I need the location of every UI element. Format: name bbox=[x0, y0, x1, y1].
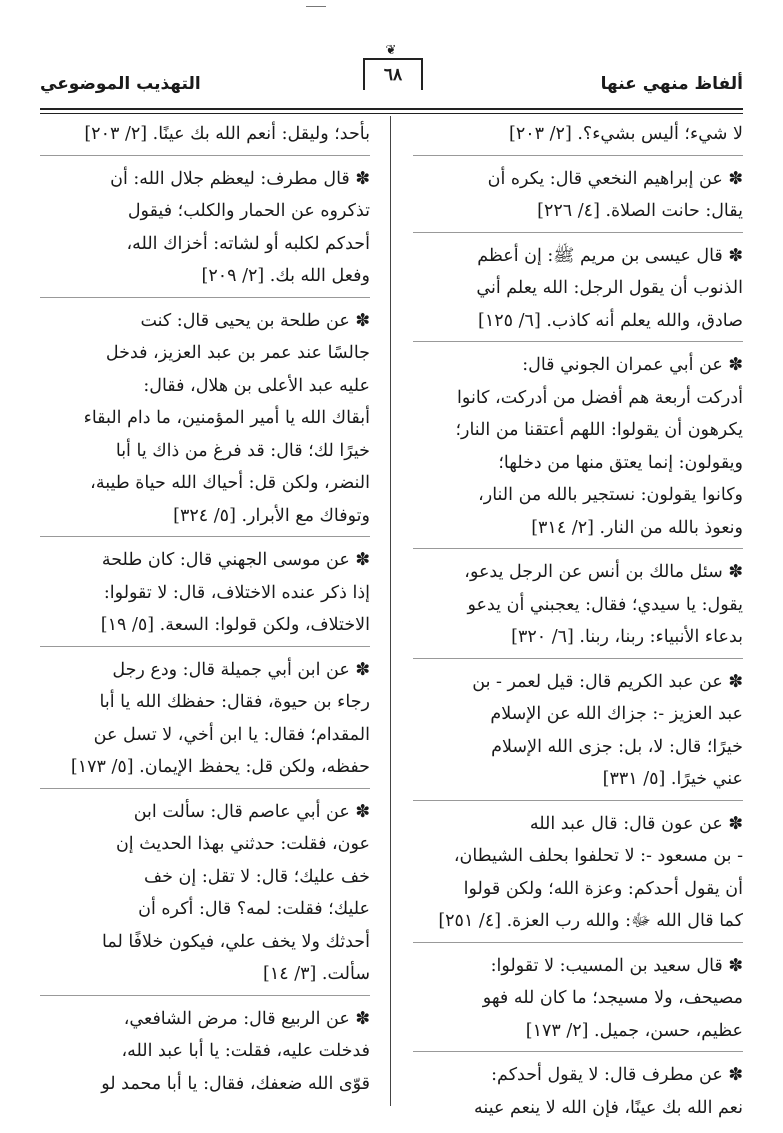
text-line: سألت. [٣/ ١٤] bbox=[263, 964, 370, 984]
text-line: الاختلاف، ولكن قولوا: السعة. [٥/ ١٩] bbox=[100, 615, 370, 635]
text-line: بدعاء الأنبياء: ربنا، ربنا. [٦/ ٣٢٠] bbox=[511, 627, 743, 647]
text-line: وفعل الله بك. [٢/ ٢٠٩] bbox=[201, 266, 370, 286]
text-line: قوّى الله ضعفك، فقال: يا أبا محمد لو bbox=[101, 1073, 370, 1094]
narration-entry bbox=[413, 1057, 743, 1128]
text-line: عليه عبد الأعلى بن هلال، فقال: bbox=[143, 375, 370, 396]
text-line: ✽ عن ابن أبي جميلة قال: ودع رجل bbox=[112, 659, 370, 680]
text-line: ✽ سئل مالك بن أنس عن الرجل يدعو، bbox=[464, 562, 743, 582]
text-line: خف عليك؛ قال: لا تقل: إن خف bbox=[144, 866, 370, 887]
text-line: خيرًا لك؛ قال: قد فرغ من ذاك يا أبا bbox=[115, 440, 370, 461]
narration-entry bbox=[413, 161, 743, 233]
text-line: الذنوب أن يقول الرجل: الله يعلم أني bbox=[476, 278, 743, 298]
text-line: جالسًا عند عمر بن عبد العزيز، فدخل bbox=[105, 343, 370, 363]
narration-entry bbox=[40, 116, 370, 156]
text-line: أبقاك الله يا أمير المؤمنين، ما دام البقاء bbox=[83, 408, 370, 428]
header-rule bbox=[40, 108, 743, 110]
narration-entry bbox=[40, 652, 370, 789]
text-line: - بن مسعود -: لا تحلفوا بحلف الشيطان، bbox=[453, 846, 743, 866]
text-line: فدخلت عليه، فقلت: يا أبا عبد الله، bbox=[121, 1041, 370, 1061]
text-line: وكانوا يقولون: نستجير بالله من النار، bbox=[478, 485, 743, 505]
right-column bbox=[413, 116, 743, 1133]
text-line: ✽ عن أبي عاصم قال: سألت ابن bbox=[133, 801, 370, 822]
narration-entry bbox=[413, 238, 743, 343]
text-line: أن يقول أحدكم: وعزة الله؛ ولكن قولوا bbox=[463, 878, 743, 899]
text-line: عظيم، حسن، جميل. [٢/ ١٧٣] bbox=[525, 1020, 743, 1041]
text-line: النضر، ولكن قل: أحياك الله حياة طيبة، bbox=[90, 473, 370, 493]
narration-entry bbox=[413, 806, 743, 943]
text-line: عون، فقلت: حدثني بهذا الحديث إن bbox=[115, 834, 370, 854]
text-line: ✽ عن مطرف قال: لا يقول أحدكم: bbox=[491, 1065, 743, 1085]
text-line: ✽ قال مطرف: ليعظم جلال الله: أن bbox=[110, 168, 370, 189]
narration-entry bbox=[413, 554, 743, 659]
text-line: حفظه، ولكن قل: يحفظ الإيمان. [٥/ ١٧٣] bbox=[70, 757, 370, 777]
page-header bbox=[40, 43, 743, 110]
text-columns bbox=[40, 116, 743, 1116]
text-line: لا شيء؛ أليس بشيء؟. [٢/ ٢٠٣] bbox=[509, 124, 743, 144]
text-line: ✽ عن عون قال: قال عبد الله bbox=[529, 813, 743, 834]
narration-entry bbox=[413, 664, 743, 801]
text-line: تذكروه عن الحمار والكلب؛ فيقول bbox=[127, 201, 370, 221]
text-line: عبد العزيز -: جزاك الله عن الإسلام bbox=[490, 704, 743, 724]
text-line: يقال: حانت الصلاة. [٤/ ٢٢٦] bbox=[537, 201, 743, 221]
text-line: رجاء بن حيوة، فقال: حفظك الله يا أبا bbox=[99, 692, 370, 712]
left-column bbox=[40, 116, 370, 1109]
text-line: ونعوذ بالله من النار. [٢/ ٣١٤] bbox=[531, 517, 743, 538]
text-line: ✽ عن عبد الكريم قال: قيل لعمر - بن bbox=[472, 671, 743, 692]
text-line: ✽ عن إبراهيم النخعي قال: يكره أن bbox=[487, 168, 743, 189]
text-line: ✽ عن الربيع قال: مرض الشافعي، bbox=[123, 1008, 370, 1029]
narration-entry bbox=[40, 542, 370, 647]
text-line: عني خيرًا. [٥/ ٣٣١] bbox=[602, 769, 743, 789]
text-line: ✽ قال سعيد بن المسيب: لا تقولوا: bbox=[490, 955, 743, 976]
text-line: وتوفاك مع الأبرار. [٥/ ٣٢٤] bbox=[173, 505, 370, 526]
narration-entry bbox=[40, 794, 370, 996]
narration-entry bbox=[40, 303, 370, 538]
ornament-icon: ❦ bbox=[385, 43, 397, 58]
header-rule-thin bbox=[40, 113, 743, 114]
text-line: ✽ قال عيسى بن مريم ﷺ: إن أعظم bbox=[477, 245, 743, 266]
column-divider bbox=[390, 116, 391, 1106]
text-line: ✽ عن أبي عمران الجوني قال: bbox=[522, 355, 743, 375]
text-line: أحدثك ولا يخف علي، فيكون خلافًا لما bbox=[102, 931, 370, 952]
text-line: ويقولون: إنما يعتق منها من دخلها؛ bbox=[498, 452, 743, 473]
narration-entry bbox=[413, 116, 743, 156]
text-line: يقول: يا سيدي؛ فقال: يعجبني أن يدعو bbox=[467, 594, 743, 615]
text-line: إذا ذكر عنده الاختلاف، قال: لا تقولوا: bbox=[103, 582, 370, 603]
narration-entry bbox=[40, 1001, 370, 1105]
narration-entry bbox=[413, 948, 743, 1053]
running-head-chapter: ألفاظ منهي عنها bbox=[600, 74, 743, 94]
text-line: مصيحف، ولا مسيجد؛ ما كان لله فهو bbox=[482, 988, 743, 1008]
narration-entry bbox=[413, 347, 743, 549]
text-line: المقدام؛ فقال: يا ابن أخي، لا تسل عن bbox=[93, 724, 370, 745]
text-line: أحدكم لكلبه أو لشاته: أخزاك الله، bbox=[126, 233, 370, 254]
text-line: كما قال الله ﷻ: والله رب العزة. [٤/ ٢٥١] bbox=[438, 911, 743, 931]
text-line: ✽ عن طلحة بن يحيى قال: كنت bbox=[140, 310, 370, 331]
text-line: عليك؛ فقلت: لمه؟ قال: أكره أن bbox=[138, 899, 370, 919]
text-line: بأحد؛ وليقل: أنعم الله بك عينًا. [٢/ ٢٠٣] bbox=[84, 124, 370, 144]
text-line: صادق، والله يعلم أنه كاذب. [٦/ ١٢٥] bbox=[478, 310, 743, 331]
text-line: يكرهون أن يقولوا: اللهم أعتقنا من النار؛ bbox=[455, 420, 743, 440]
page-number: ٦٨ bbox=[363, 58, 423, 90]
text-line: أدركت أربعة هم أفضل من أدركت، كانوا bbox=[457, 387, 743, 408]
text-line: نعم الله بك عينًا، فإن الله لا ينعم عينه bbox=[474, 1097, 743, 1118]
top-mark bbox=[306, 6, 326, 7]
text-line: خيرًا؛ قال: لا، بل: جزى الله الإسلام bbox=[491, 736, 743, 757]
narration-entry bbox=[40, 161, 370, 298]
running-head-book: التهذيب الموضوعي bbox=[40, 74, 201, 94]
text-line: ✽ عن موسى الجهني قال: كان طلحة bbox=[101, 550, 370, 570]
